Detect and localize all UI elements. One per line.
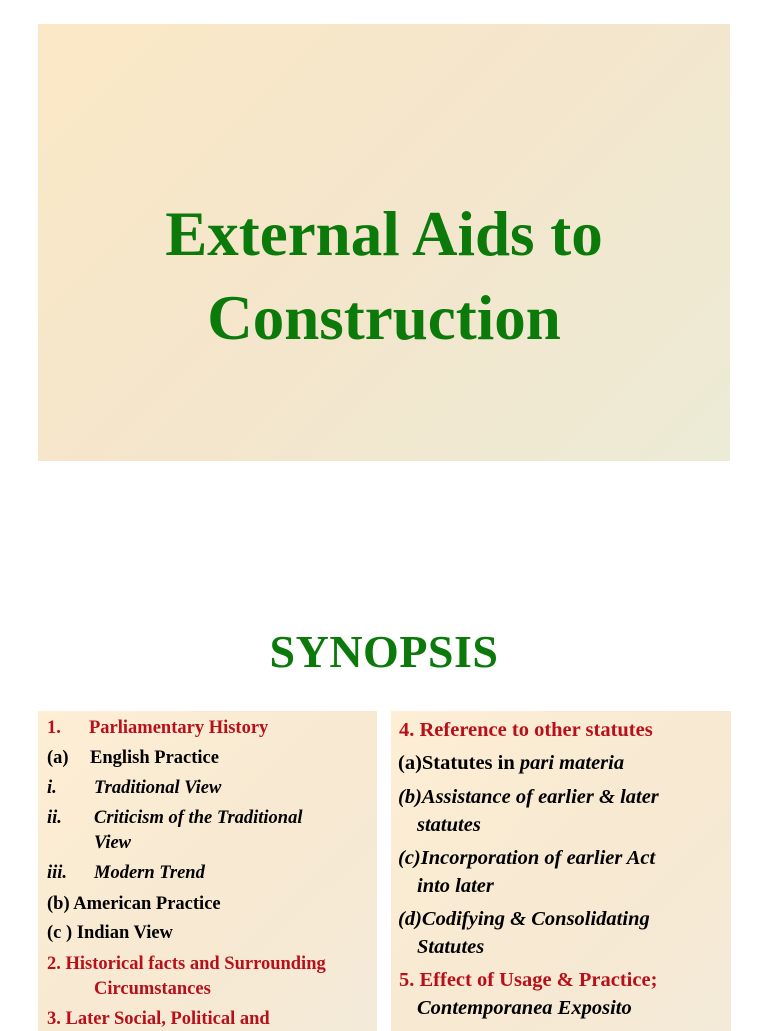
list-item-4d-text: Codifying & Consolidating [421,908,650,930]
list-item-4a-italic-text: pari materia [519,752,625,774]
list-item-a-text: English Practice [90,748,219,768]
list-item-4: 4. Reference to other statutes [399,719,653,741]
list-item-i-text: Traditional View [94,778,222,798]
list-item-4b-line-2: statutes [417,814,481,836]
list-item-4d-line-1 [398,905,650,933]
list-item-ii-number: ii. [47,808,62,828]
list-item-2-line-2: Circumstances [94,979,211,999]
list-item-1-number: 1. [47,718,61,738]
list-item-4a-text: Statutes in [421,752,520,774]
list-item-iii-number: iii. [47,863,68,883]
list-item-4d-line-2: Statutes [417,936,485,958]
list-item-b: (b) American Practice [47,894,221,914]
list-item-4b-line-1 [398,783,659,811]
list-item-4a-number: (a) [398,752,422,774]
list-item-4c-line-2: into later [417,875,494,897]
list-item-ii-text-line-1: Criticism of the Traditional [94,808,303,828]
list-item-4a [398,749,624,777]
list-item-5-subtitle: Contemporanea Exposito [417,997,632,1019]
slide-title-line-2: Construction [207,283,561,353]
list-item-1-text: Parliamentary History [89,718,269,738]
synopsis-heading: SYNOPSIS [269,626,499,677]
list-item-iii-text: Modern Trend [94,863,205,883]
list-item-4b-number: (b) [398,786,422,808]
list-item-2-line-1: 2. Historical facts and Surrounding [47,954,326,974]
list-item-c: (c ) Indian View [47,923,173,943]
list-item-4b-text: Assistance of earlier & later [421,786,659,808]
synopsis-right-panel [391,711,731,1031]
list-item-5: 5. Effect of Usage & Practice; [399,969,658,991]
list-item-4c-number: (c) [398,847,421,869]
list-item-4d-number: (d) [398,908,422,930]
list-item-3-line-1: 3. Later Social, Political and [47,1009,270,1029]
list-item-i-number: i. [47,778,57,798]
title-slide [38,24,730,461]
slide-title [38,192,730,360]
slide-title-line-1: External Aids to [165,199,603,269]
synopsis-left-panel [38,711,377,1031]
list-item-4c-text: Incorporation of earlier Act [420,847,656,869]
list-item-ii-text-line-2: View [94,833,132,853]
list-item-a-number: (a) [47,748,69,768]
list-item-4c-line-1 [398,844,655,872]
